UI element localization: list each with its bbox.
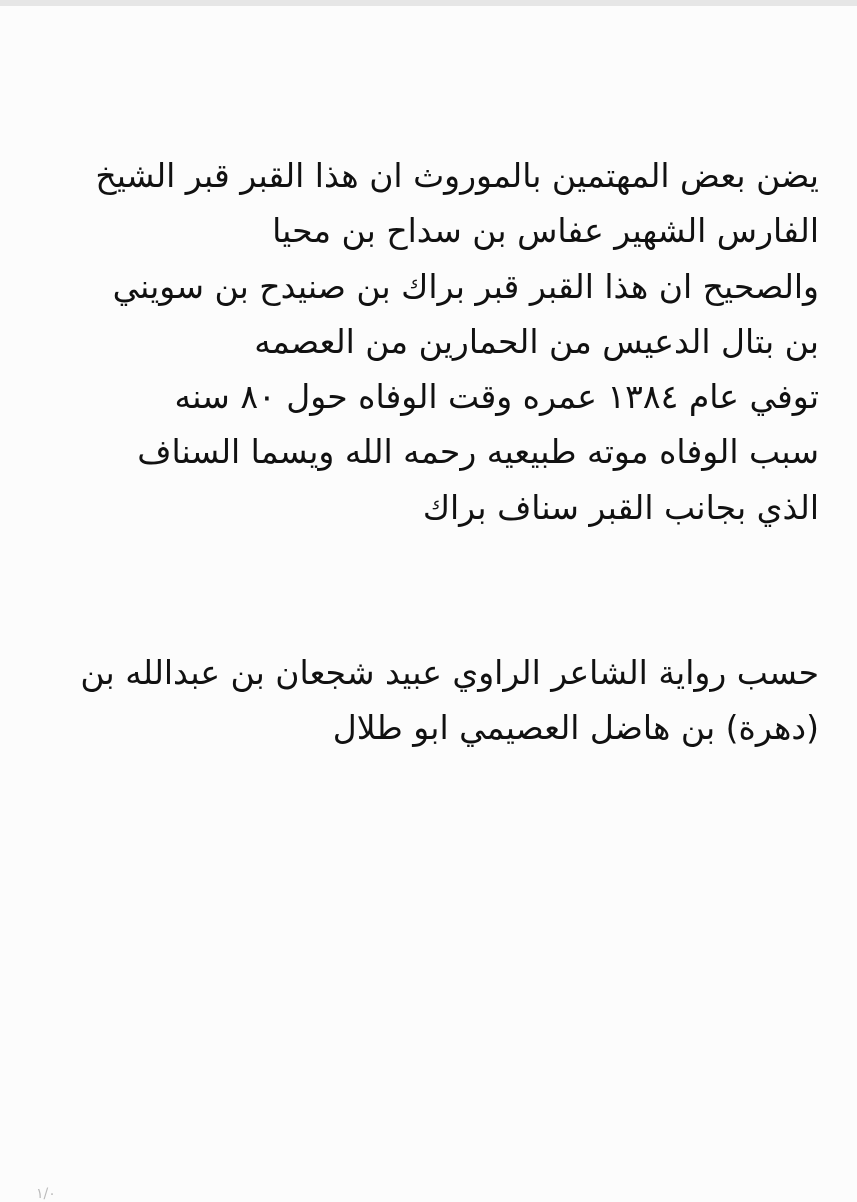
page-indicator: ١/٠ <box>36 1186 56 1202</box>
note-line: بن بتال الدعيس من الحمارين من العصمه <box>254 321 819 361</box>
note-line: الذي بجانب القبر سناف براك <box>422 487 819 527</box>
top-status-strip <box>0 0 857 6</box>
paragraph-spacer <box>40 535 819 645</box>
note-line: يضن بعض المهتمين بالموروث ان هذا القبر قبر الشيخ <box>95 156 819 195</box>
paragraph-attribution-claim <box>40 148 819 535</box>
note-line: الفارس الشهير عفاس بن سداح بن محيا <box>272 211 819 251</box>
note-line: حسب رواية الشاعر الراوي عبيد شجعان بن عبدالله بن <box>80 653 819 693</box>
note-line: توفي عام ١٣٨٤ عمره وقت الوفاه حول ٨٠ سنه <box>174 377 819 417</box>
paragraph-narrator-source <box>40 645 819 756</box>
note-line: سبب الوفاه موته طبيعيه رحمه الله ويسما السناف <box>137 432 819 472</box>
note-line: والصحيح ان هذا القبر قبر براك بن صنيدح بن سويني <box>112 266 819 306</box>
note-text-area[interactable] <box>40 148 819 756</box>
note-line: (دهرة) بن هاضل العصيمي ابو طلال <box>332 708 819 748</box>
